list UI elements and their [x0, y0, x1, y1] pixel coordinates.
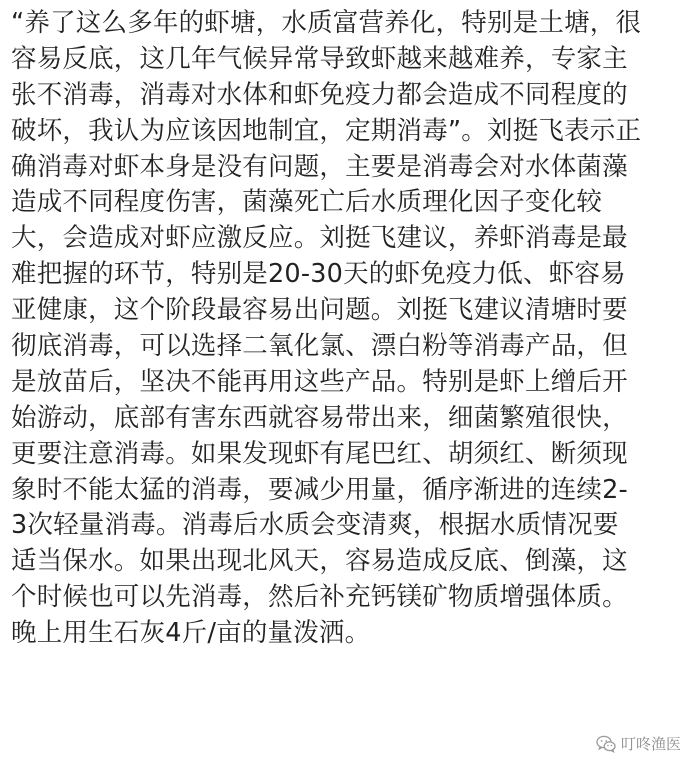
article-line: 是放苗后，坚决不能再用这些产品。特别是虾上缯后开 — [11, 366, 628, 397]
article-body — [11, 6, 691, 652]
article-line: 造成不同程度伤害，菌藻死亡后水质理化因子变化较 — [11, 187, 603, 218]
article-line: 难把握的环节，特别是20-30天的虾免疫力低、虾容易 — [11, 259, 626, 290]
wechat-icon — [596, 735, 616, 753]
article-line: 确消毒对虾本身是没有问题，主要是消毒会对水体菌藻 — [11, 151, 628, 182]
article-line: 张不消毒，消毒对水体和虾免疫力都会造成不同程度的 — [11, 79, 628, 110]
article-line: 晚上用生石灰4斤/亩的量泼洒。 — [11, 618, 371, 649]
article-line: 象时不能太猛的消毒，要减少用量，循序渐进的连续2- — [11, 474, 628, 505]
article-line: 大，会造成对虾应激反应。刘挺飞建议，养虾消毒是最 — [11, 223, 628, 254]
article-line: “养了这么多年的虾塘，水质富营养化，特别是土塘，很 — [11, 8, 642, 38]
watermark — [596, 733, 681, 754]
article-line: 个时候也可以先消毒，然后补充钙镁矿物质增强体质。 — [11, 582, 628, 613]
article-line: 适当保水。如果出现北风天，容易造成反底、倒藻，这 — [11, 546, 628, 577]
article-line: 3次轻量消毒。消毒后水质会变清爽，根据水质情况要 — [11, 510, 619, 541]
article-line: 始游动，底部有害东西就容易带出来，细菌繁殖很快， — [11, 402, 628, 433]
article-line: 容易反底，这几年气候异常导致虾越来越难养，专家主 — [11, 43, 628, 74]
watermark-text: 叮咚渔医 — [620, 735, 681, 753]
article-line: 彻底消毒，可以选择二氧化氯、漂白粉等消毒产品，但 — [11, 331, 628, 362]
article-line: 破坏，我认为应该因地制宜，定期消毒”。刘挺飞表示正 — [11, 115, 642, 146]
article-line: 亚健康，这个阶段最容易出问题。刘挺飞建议清塘时要 — [11, 295, 628, 326]
article-line: 更要注意消毒。如果发现虾有尾巴红、胡须红、断须现 — [11, 438, 628, 469]
